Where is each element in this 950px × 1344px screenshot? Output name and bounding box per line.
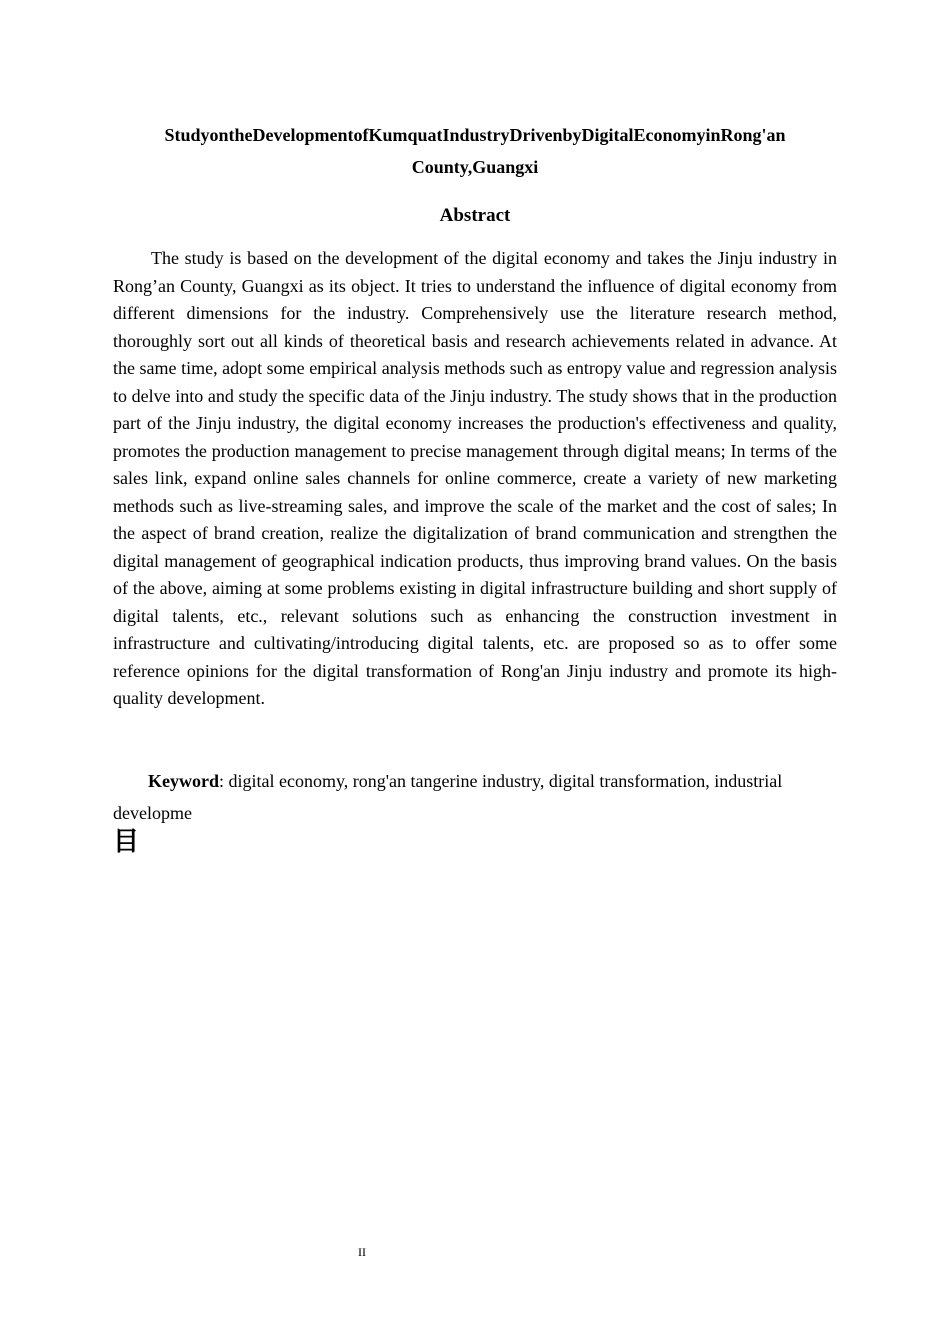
page-number: II <box>358 1245 366 1259</box>
paper-title: StudyontheDevelopmentofKumquatIndustryDrivenbyDigitalEconomyinRong'an County,Guangxi <box>164 125 786 177</box>
keywords-paragraph <box>113 765 837 829</box>
toc-heading: 目 <box>113 827 140 857</box>
abstract-heading: Abstract <box>439 205 511 226</box>
abstract-body: The study is based on the development of the digital economy and takes the Jinju industry in Rong’an County, Guangxi as its object. It tries to understand the influence of digital economy from different dimensions for the industry. Comprehensively use the literature research method, thoroughly sort out all kinds of theoretical basis and research achievements related in advance. At the same time, adopt some empirical analysis methods such as entropy value and regression analysis to delve into and study the specific data of the Jinju industry. The study shows that in the production part of the Jinju industry, the digital economy increases the production's effectiveness and quality, promotes the production management to precise management through digital means; In terms of the sales link, expand online sales channels for online commerce, create a variety of new marketing methods such as live-streaming sales, and improve the scale of the market and the cost of sales; In the aspect of brand creation, realize the digitalization of brand communication and strengthen the digital management of geographical indication products, thus improving brand values. On the basis of the above, aiming at some problems existing in digital infrastructure building and short supply of digital talents, etc., relevant solutions such as enhancing the construction investment in infrastructure and cultivating/introducing digital talents, etc. are proposed so as to offer some reference opinions for the digital transformation of Rong'an Jinju industry and promote its high-quality development. <box>113 248 837 708</box>
keywords-text: : digital economy, rong'an tangerine industry, digital transformation, industrial developme <box>113 771 783 823</box>
keywords-label: Keyword <box>148 771 219 791</box>
